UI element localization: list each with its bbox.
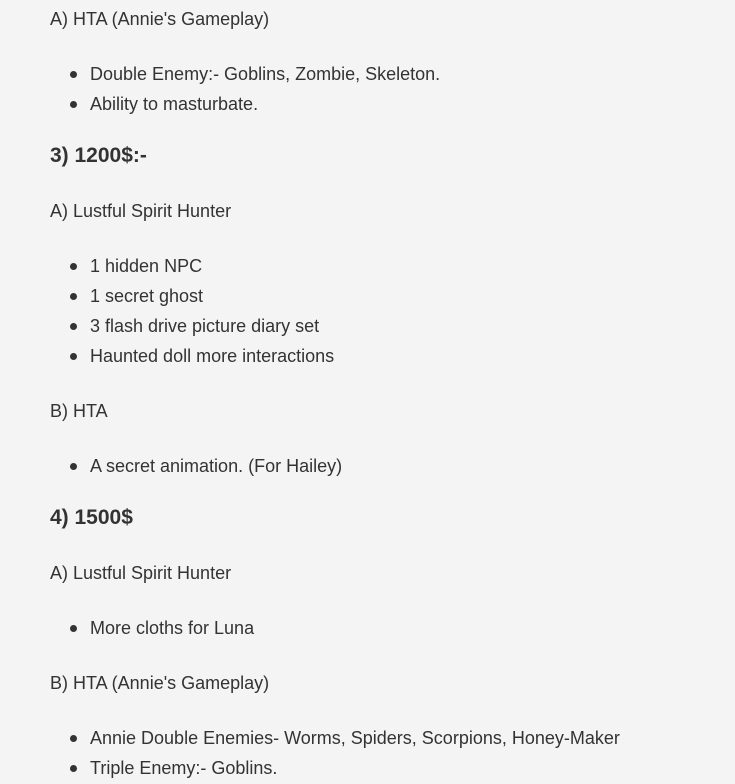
bullet-icon	[70, 463, 77, 470]
bullet-icon	[70, 101, 77, 108]
subsection-title: A) Lustful Spirit Hunter	[50, 201, 232, 221]
bullet-list	[50, 251, 334, 371]
bullet-icon	[70, 765, 77, 772]
subsection-title: B) HTA	[50, 401, 108, 421]
bullet-list	[50, 451, 342, 481]
bullet-icon	[70, 353, 77, 360]
list-item: Double Enemy:- Goblins, Zombie, Skeleton.	[50, 59, 440, 89]
bullet-icon	[70, 263, 77, 270]
section-heading: 4) 1500$	[50, 506, 133, 529]
bullet-icon	[70, 735, 77, 742]
list-item: Triple Enemy:- Goblins.	[50, 753, 620, 783]
subsection-title: A) Lustful Spirit Hunter	[50, 563, 232, 583]
bullet-icon	[70, 293, 77, 300]
bullet-list	[50, 723, 620, 783]
section-heading: 3) 1200$:-	[50, 144, 147, 167]
list-item: A secret animation. (For Hailey)	[50, 451, 342, 481]
list-item: 1 hidden NPC	[50, 251, 334, 281]
list-item: More cloths for Luna	[50, 613, 254, 643]
bullet-icon	[70, 323, 77, 330]
list-item: Ability to masturbate.	[50, 89, 440, 119]
list-item: Annie Double Enemies- Worms, Spiders, Scorpions, Honey-Maker	[50, 723, 620, 753]
list-item: Haunted doll more interactions	[50, 341, 334, 371]
bullet-icon	[70, 625, 77, 632]
bullet-list	[50, 613, 254, 643]
subsection-title: B) HTA (Annie's Gameplay)	[50, 673, 270, 693]
bullet-icon	[70, 71, 77, 78]
list-item: 3 flash drive picture diary set	[50, 311, 334, 341]
list-item: 1 secret ghost	[50, 281, 334, 311]
bullet-list	[50, 59, 440, 119]
subsection-title: A) HTA (Annie's Gameplay)	[50, 9, 270, 29]
